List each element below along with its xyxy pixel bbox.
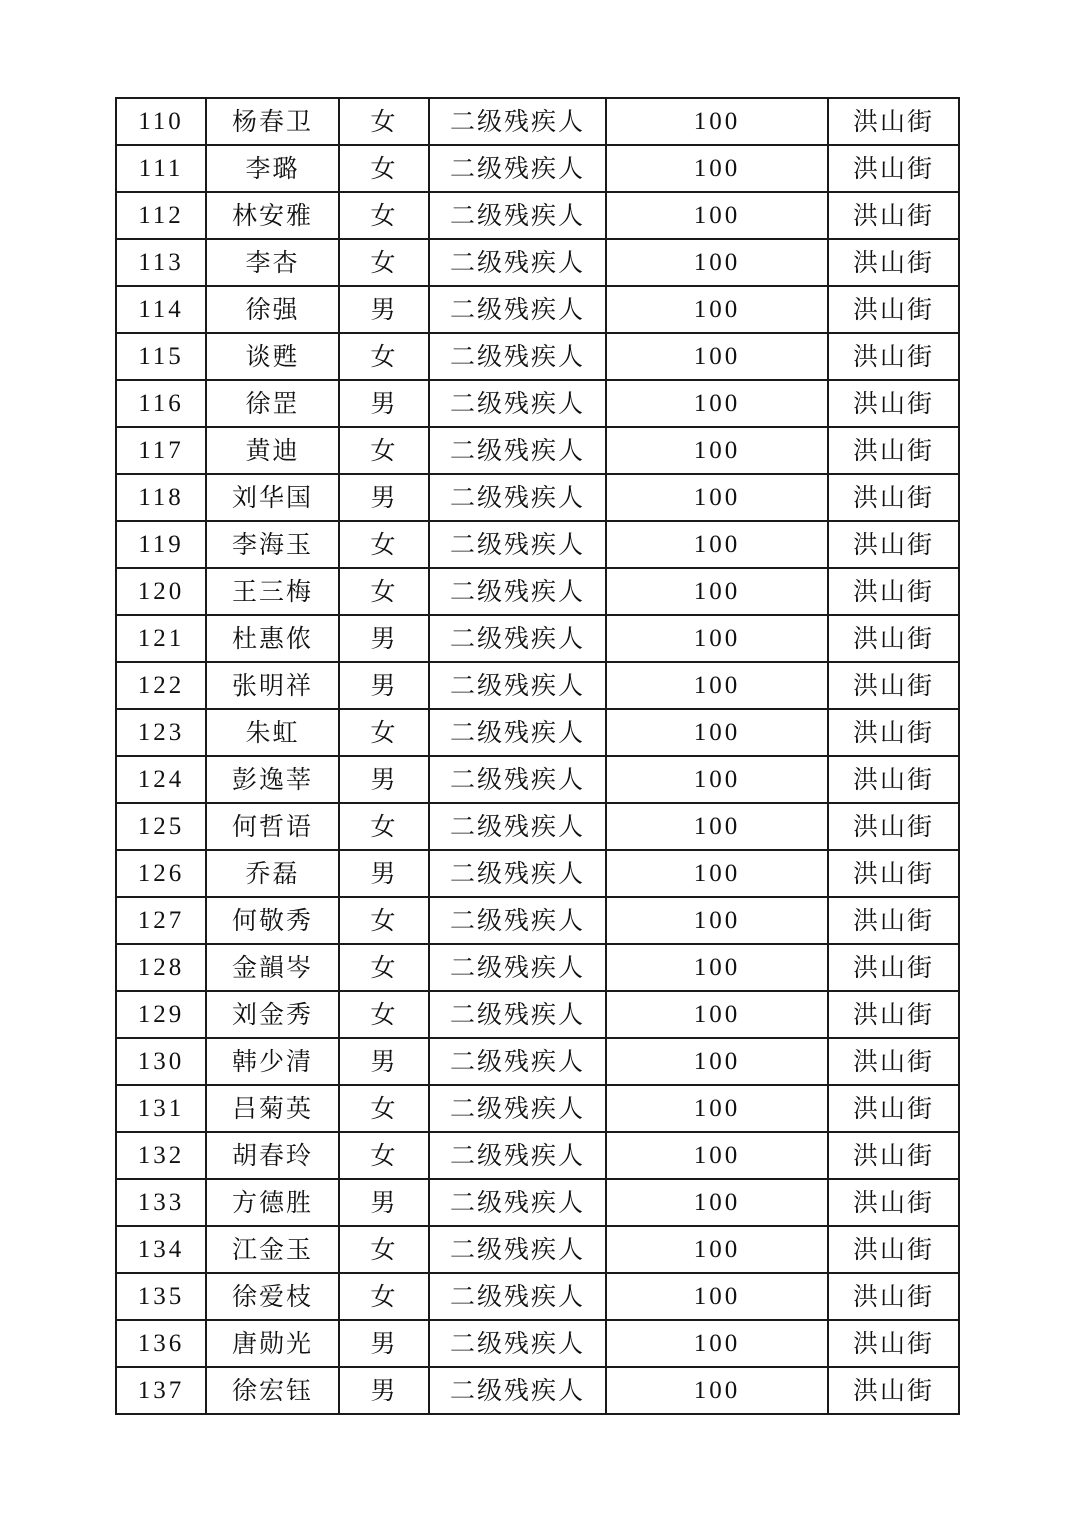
amount-cell: 100 xyxy=(606,98,828,145)
person-name-cell: 江金玉 xyxy=(206,1226,339,1273)
serial-number-cell: 111 xyxy=(116,145,206,192)
amount-cell: 100 xyxy=(606,803,828,850)
disability-level-cell: 二级残疾人 xyxy=(429,1038,606,1085)
street-cell: 洪山街 xyxy=(828,1367,959,1414)
serial-number-cell: 121 xyxy=(116,615,206,662)
serial-number-cell: 122 xyxy=(116,662,206,709)
amount-cell: 100 xyxy=(606,239,828,286)
table-row xyxy=(116,1226,959,1273)
person-name-cell: 徐爱枝 xyxy=(206,1273,339,1320)
street-cell: 洪山街 xyxy=(828,98,959,145)
amount-cell: 100 xyxy=(606,1132,828,1179)
gender-cell: 男 xyxy=(339,615,429,662)
street-cell: 洪山街 xyxy=(828,286,959,333)
gender-cell: 男 xyxy=(339,1038,429,1085)
street-cell: 洪山街 xyxy=(828,850,959,897)
disability-level-cell: 二级残疾人 xyxy=(429,1085,606,1132)
table-body xyxy=(116,98,959,1414)
street-cell: 洪山街 xyxy=(828,568,959,615)
amount-cell: 100 xyxy=(606,709,828,756)
serial-number-cell: 115 xyxy=(116,333,206,380)
person-name-cell: 胡春玲 xyxy=(206,1132,339,1179)
disability-level-cell: 二级残疾人 xyxy=(429,709,606,756)
amount-cell: 100 xyxy=(606,474,828,521)
table-row xyxy=(116,286,959,333)
table-row xyxy=(116,1320,959,1367)
table-row xyxy=(116,1038,959,1085)
gender-cell: 女 xyxy=(339,521,429,568)
gender-cell: 男 xyxy=(339,474,429,521)
person-name-cell: 徐强 xyxy=(206,286,339,333)
serial-number-cell: 134 xyxy=(116,1226,206,1273)
disability-level-cell: 二级残疾人 xyxy=(429,1273,606,1320)
amount-cell: 100 xyxy=(606,1273,828,1320)
person-name-cell: 方德胜 xyxy=(206,1179,339,1226)
street-cell: 洪山街 xyxy=(828,1226,959,1273)
subsidy-roster-table xyxy=(115,97,960,1415)
gender-cell: 女 xyxy=(339,1273,429,1320)
person-name-cell: 刘华国 xyxy=(206,474,339,521)
serial-number-cell: 110 xyxy=(116,98,206,145)
disability-level-cell: 二级残疾人 xyxy=(429,1320,606,1367)
gender-cell: 男 xyxy=(339,662,429,709)
serial-number-cell: 112 xyxy=(116,192,206,239)
disability-level-cell: 二级残疾人 xyxy=(429,286,606,333)
gender-cell: 女 xyxy=(339,427,429,474)
amount-cell: 100 xyxy=(606,1367,828,1414)
street-cell: 洪山街 xyxy=(828,662,959,709)
amount-cell: 100 xyxy=(606,615,828,662)
serial-number-cell: 120 xyxy=(116,568,206,615)
street-cell: 洪山街 xyxy=(828,897,959,944)
street-cell: 洪山街 xyxy=(828,1273,959,1320)
gender-cell: 女 xyxy=(339,709,429,756)
gender-cell: 女 xyxy=(339,897,429,944)
amount-cell: 100 xyxy=(606,1038,828,1085)
person-name-cell: 谈甦 xyxy=(206,333,339,380)
disability-level-cell: 二级残疾人 xyxy=(429,521,606,568)
serial-number-cell: 127 xyxy=(116,897,206,944)
gender-cell: 男 xyxy=(339,756,429,803)
amount-cell: 100 xyxy=(606,1179,828,1226)
person-name-cell: 朱虹 xyxy=(206,709,339,756)
disability-level-cell: 二级残疾人 xyxy=(429,991,606,1038)
person-name-cell: 李杏 xyxy=(206,239,339,286)
amount-cell: 100 xyxy=(606,521,828,568)
person-name-cell: 何敬秀 xyxy=(206,897,339,944)
person-name-cell: 李海玉 xyxy=(206,521,339,568)
amount-cell: 100 xyxy=(606,944,828,991)
disability-level-cell: 二级残疾人 xyxy=(429,474,606,521)
table-row xyxy=(116,1367,959,1414)
serial-number-cell: 135 xyxy=(116,1273,206,1320)
amount-cell: 100 xyxy=(606,333,828,380)
person-name-cell: 何哲语 xyxy=(206,803,339,850)
table-row xyxy=(116,239,959,286)
table-row xyxy=(116,803,959,850)
amount-cell: 100 xyxy=(606,662,828,709)
serial-number-cell: 124 xyxy=(116,756,206,803)
person-name-cell: 金韻岑 xyxy=(206,944,339,991)
person-name-cell: 王三梅 xyxy=(206,568,339,615)
table-row xyxy=(116,897,959,944)
person-name-cell: 杜惠侬 xyxy=(206,615,339,662)
person-name-cell: 杨春卫 xyxy=(206,98,339,145)
table-row xyxy=(116,1085,959,1132)
disability-level-cell: 二级残疾人 xyxy=(429,239,606,286)
serial-number-cell: 113 xyxy=(116,239,206,286)
gender-cell: 女 xyxy=(339,944,429,991)
street-cell: 洪山街 xyxy=(828,615,959,662)
disability-level-cell: 二级残疾人 xyxy=(429,756,606,803)
table-row xyxy=(116,98,959,145)
amount-cell: 100 xyxy=(606,568,828,615)
amount-cell: 100 xyxy=(606,756,828,803)
person-name-cell: 徐罡 xyxy=(206,380,339,427)
table-row xyxy=(116,192,959,239)
table-row xyxy=(116,1179,959,1226)
gender-cell: 男 xyxy=(339,850,429,897)
street-cell: 洪山街 xyxy=(828,803,959,850)
street-cell: 洪山街 xyxy=(828,1038,959,1085)
gender-cell: 女 xyxy=(339,803,429,850)
disability-level-cell: 二级残疾人 xyxy=(429,944,606,991)
person-name-cell: 黄迪 xyxy=(206,427,339,474)
street-cell: 洪山街 xyxy=(828,756,959,803)
person-name-cell: 李璐 xyxy=(206,145,339,192)
gender-cell: 女 xyxy=(339,1085,429,1132)
street-cell: 洪山街 xyxy=(828,1085,959,1132)
person-name-cell: 张明祥 xyxy=(206,662,339,709)
amount-cell: 100 xyxy=(606,427,828,474)
amount-cell: 100 xyxy=(606,991,828,1038)
gender-cell: 女 xyxy=(339,1132,429,1179)
serial-number-cell: 123 xyxy=(116,709,206,756)
serial-number-cell: 125 xyxy=(116,803,206,850)
serial-number-cell: 126 xyxy=(116,850,206,897)
serial-number-cell: 119 xyxy=(116,521,206,568)
street-cell: 洪山街 xyxy=(828,380,959,427)
street-cell: 洪山街 xyxy=(828,1179,959,1226)
street-cell: 洪山街 xyxy=(828,944,959,991)
serial-number-cell: 129 xyxy=(116,991,206,1038)
street-cell: 洪山街 xyxy=(828,333,959,380)
gender-cell: 女 xyxy=(339,1226,429,1273)
person-name-cell: 唐勋光 xyxy=(206,1320,339,1367)
serial-number-cell: 133 xyxy=(116,1179,206,1226)
street-cell: 洪山街 xyxy=(828,427,959,474)
table-row xyxy=(116,850,959,897)
serial-number-cell: 116 xyxy=(116,380,206,427)
table-row xyxy=(116,333,959,380)
table-row xyxy=(116,427,959,474)
street-cell: 洪山街 xyxy=(828,521,959,568)
street-cell: 洪山街 xyxy=(828,474,959,521)
disability-level-cell: 二级残疾人 xyxy=(429,568,606,615)
person-name-cell: 刘金秀 xyxy=(206,991,339,1038)
amount-cell: 100 xyxy=(606,380,828,427)
disability-level-cell: 二级残疾人 xyxy=(429,850,606,897)
person-name-cell: 韩少清 xyxy=(206,1038,339,1085)
person-name-cell: 吕菊英 xyxy=(206,1085,339,1132)
serial-number-cell: 117 xyxy=(116,427,206,474)
disability-level-cell: 二级残疾人 xyxy=(429,98,606,145)
disability-level-cell: 二级残疾人 xyxy=(429,897,606,944)
disability-level-cell: 二级残疾人 xyxy=(429,803,606,850)
serial-number-cell: 128 xyxy=(116,944,206,991)
table-row xyxy=(116,145,959,192)
serial-number-cell: 130 xyxy=(116,1038,206,1085)
street-cell: 洪山街 xyxy=(828,1132,959,1179)
gender-cell: 男 xyxy=(339,286,429,333)
table-row xyxy=(116,991,959,1038)
gender-cell: 男 xyxy=(339,1320,429,1367)
amount-cell: 100 xyxy=(606,286,828,333)
amount-cell: 100 xyxy=(606,1320,828,1367)
table-row xyxy=(116,615,959,662)
disability-level-cell: 二级残疾人 xyxy=(429,380,606,427)
table-row xyxy=(116,709,959,756)
gender-cell: 女 xyxy=(339,991,429,1038)
table-row xyxy=(116,756,959,803)
table-row xyxy=(116,380,959,427)
street-cell: 洪山街 xyxy=(828,192,959,239)
amount-cell: 100 xyxy=(606,850,828,897)
disability-level-cell: 二级残疾人 xyxy=(429,192,606,239)
person-name-cell: 徐宏钰 xyxy=(206,1367,339,1414)
gender-cell: 男 xyxy=(339,380,429,427)
gender-cell: 女 xyxy=(339,145,429,192)
table-row xyxy=(116,1132,959,1179)
amount-cell: 100 xyxy=(606,192,828,239)
street-cell: 洪山街 xyxy=(828,991,959,1038)
gender-cell: 女 xyxy=(339,568,429,615)
table-row xyxy=(116,521,959,568)
gender-cell: 女 xyxy=(339,333,429,380)
gender-cell: 女 xyxy=(339,192,429,239)
serial-number-cell: 131 xyxy=(116,1085,206,1132)
disability-level-cell: 二级残疾人 xyxy=(429,1132,606,1179)
disability-level-cell: 二级残疾人 xyxy=(429,333,606,380)
street-cell: 洪山街 xyxy=(828,145,959,192)
gender-cell: 女 xyxy=(339,98,429,145)
serial-number-cell: 132 xyxy=(116,1132,206,1179)
person-name-cell: 彭逸莘 xyxy=(206,756,339,803)
serial-number-cell: 118 xyxy=(116,474,206,521)
disability-level-cell: 二级残疾人 xyxy=(429,1367,606,1414)
street-cell: 洪山街 xyxy=(828,709,959,756)
disability-level-cell: 二级残疾人 xyxy=(429,1226,606,1273)
serial-number-cell: 137 xyxy=(116,1367,206,1414)
table-row xyxy=(116,944,959,991)
gender-cell: 男 xyxy=(339,1367,429,1414)
disability-level-cell: 二级残疾人 xyxy=(429,615,606,662)
disability-level-cell: 二级残疾人 xyxy=(429,662,606,709)
person-name-cell: 林安雅 xyxy=(206,192,339,239)
amount-cell: 100 xyxy=(606,1085,828,1132)
table-row xyxy=(116,662,959,709)
person-name-cell: 乔磊 xyxy=(206,850,339,897)
street-cell: 洪山街 xyxy=(828,239,959,286)
table-row xyxy=(116,1273,959,1320)
street-cell: 洪山街 xyxy=(828,1320,959,1367)
gender-cell: 女 xyxy=(339,239,429,286)
amount-cell: 100 xyxy=(606,145,828,192)
table-row xyxy=(116,474,959,521)
amount-cell: 100 xyxy=(606,1226,828,1273)
disability-level-cell: 二级残疾人 xyxy=(429,145,606,192)
serial-number-cell: 136 xyxy=(116,1320,206,1367)
disability-level-cell: 二级残疾人 xyxy=(429,427,606,474)
table-row xyxy=(116,568,959,615)
disability-level-cell: 二级残疾人 xyxy=(429,1179,606,1226)
amount-cell: 100 xyxy=(606,897,828,944)
serial-number-cell: 114 xyxy=(116,286,206,333)
gender-cell: 男 xyxy=(339,1179,429,1226)
